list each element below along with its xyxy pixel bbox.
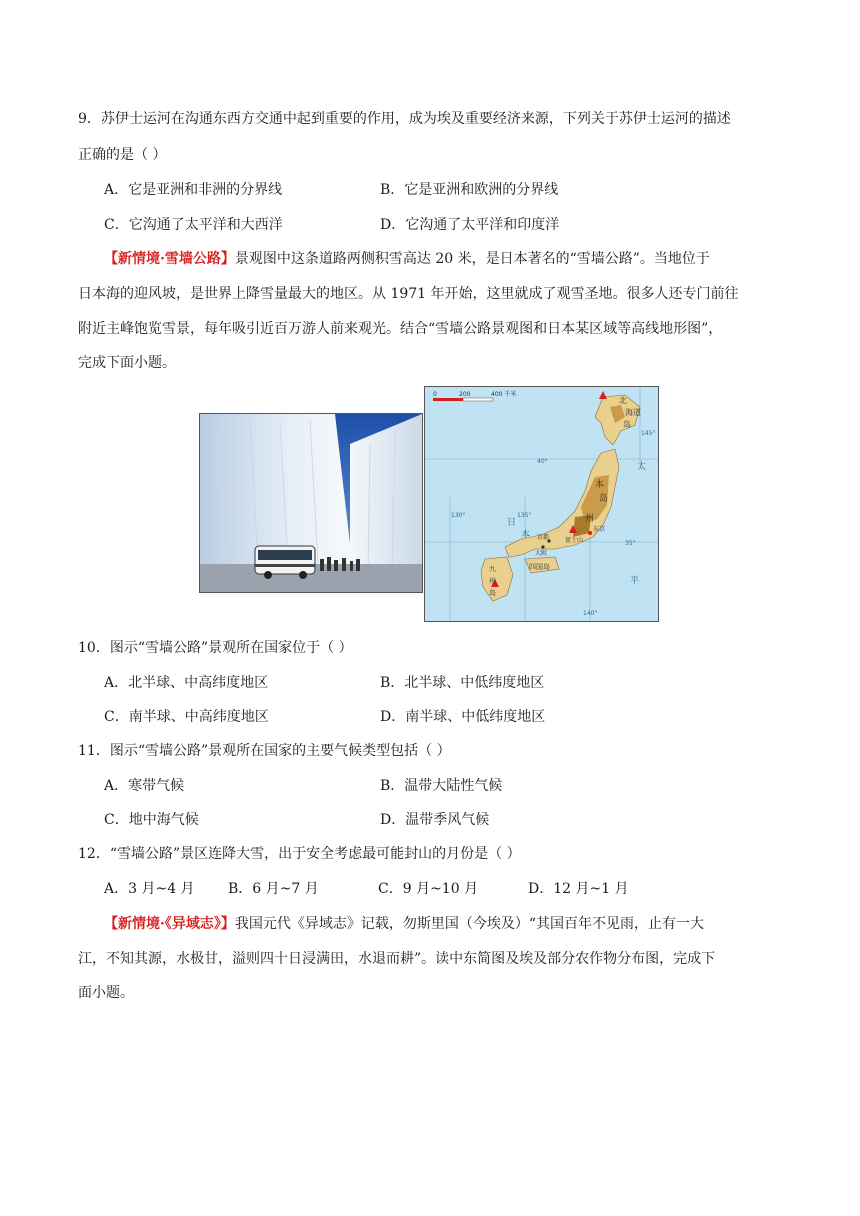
passage1-tag: 【新情境·雪墙公路】 (104, 251, 235, 267)
passage2-line1 (104, 914, 704, 934)
label-fuji: 富士山 (565, 537, 584, 544)
q9-stem-line1: 9．苏伊士运河在沟通东西方交通中起到重要的作用，成为埃及重要经济来源，下列关于苏伊士运河的描述 (78, 111, 731, 127)
label-lon145: 145° (641, 430, 656, 437)
q10-option-d: D．南半球、中低纬度地区 (380, 709, 546, 725)
label-kyushu-dao: 岛 (489, 589, 496, 597)
q11-stem: 11．图示“雪墙公路”景观所在国家的主要气候类型包括（ ） (78, 743, 451, 759)
q11-option-d: D．温带季风气候 (380, 812, 490, 828)
label-kyushu-zhou: 州 (489, 577, 496, 585)
japan-map-graphic (425, 387, 658, 621)
label-pacific-ping: 平 (630, 576, 640, 586)
label-osaka: 大阪 (535, 550, 548, 557)
label-lon130: 130° (451, 512, 466, 519)
passage1-line3: 附近主峰饱览雪景，每年吸引近百万游人前来观光。结合“雪墙公路景观图和日本某区域等高线地形图”， (78, 321, 723, 337)
label-kyushu-jiu: 九 (489, 565, 496, 573)
label-lon140: 140° (583, 610, 598, 617)
passage1-line1 (104, 249, 710, 269)
label-honshu-dao: 岛 (599, 494, 609, 504)
q12-option-a: A．3 月~4 月 (104, 881, 195, 897)
label-sea-ben: 本 (521, 530, 531, 540)
scale-label-200: 200 (459, 391, 471, 398)
bus-icon (255, 546, 315, 579)
passage2-tag: 【新情境·《异域志》】 (104, 916, 235, 932)
q9-option-a: A．它是亚洲和非洲的分界线 (104, 182, 283, 198)
q10-option-b: B．北半球、中低纬度地区 (380, 675, 545, 691)
label-lat40: 40° (537, 458, 548, 465)
snow-wall-photo (199, 413, 423, 593)
q10-option-a: A．北半球、中高纬度地区 (104, 675, 269, 691)
scale-label-400: 400 千米 (491, 391, 517, 398)
label-hokkaido-3: 岛 (623, 420, 631, 429)
japan-topographic-map (424, 386, 659, 622)
q9-option-c: C．它沟通了太平洋和大西洋 (104, 217, 283, 233)
passage1-line2: 日本海的迎风坡，是世界上降雪量最大的地区。从 1971 年开始，这里就成了观雪圣地。很多人还专门前往 (78, 286, 739, 302)
q12-option-c: C．9 月~10 月 (378, 881, 479, 897)
passage2-line1-text: 我国元代《异域志》记载，勿斯里国（今埃及）“其国百年不见雨，止有一大 (234, 916, 705, 932)
label-hokkaido-1: 北 (619, 396, 627, 405)
label-shikoku: 四国岛 (529, 563, 550, 571)
label-pacific-tai: 太 (637, 462, 647, 472)
snow-wall-illustration (200, 414, 422, 592)
label-kyoto: 京都 (537, 534, 550, 541)
q9-option-d: D．它沟通了太平洋和印度洋 (380, 217, 560, 233)
q12-stem: 12．“雪墙公路”景区连降大雪，出于安全考虑最可能封山的月份是（ ） (78, 846, 521, 862)
label-sea-ri: 日 (507, 518, 517, 528)
label-hokkaido-2: 海道 (625, 408, 641, 417)
q11-option-a: A．寒带气候 (104, 778, 185, 794)
q10-stem: 10．图示“雪墙公路”景观所在国家位于（ ） (78, 640, 353, 656)
passage1-line4: 完成下面小题。 (78, 355, 176, 371)
passage2-line2: 江，不知其源，水极甘，溢则四十日浸满田，水退而耕”。读中东简图及埃及部分农作物分布图，完成下 (78, 951, 716, 967)
label-honshu-zhou: 州 (585, 514, 595, 524)
label-lon135: 135° (517, 512, 532, 519)
label-tokyo: 东京 (593, 526, 606, 533)
q12-option-d: D．12 月~1 月 (528, 881, 629, 897)
scale-label-0: 0 (433, 391, 437, 398)
q11-option-b: B．温带大陆性气候 (380, 778, 503, 794)
label-honshu-ben: 本 (595, 480, 605, 490)
q12-option-b: B．6 月~7 月 (228, 881, 319, 897)
q9-option-b: B．它是亚洲和欧洲的分界线 (380, 182, 559, 198)
label-lat35: 35° (625, 540, 636, 547)
passage2-line3: 面小题。 (78, 985, 134, 1001)
q11-option-c: C．地中海气候 (104, 812, 199, 828)
passage1-line1-text: 景观图中这条道路两侧积雪高达 20 米，是日本著名的“雪墙公路”。当地位于 (234, 251, 710, 267)
q9-stem-line2: 正确的是（ ） (78, 147, 167, 163)
q10-option-c: C．南半球、中高纬度地区 (104, 709, 269, 725)
